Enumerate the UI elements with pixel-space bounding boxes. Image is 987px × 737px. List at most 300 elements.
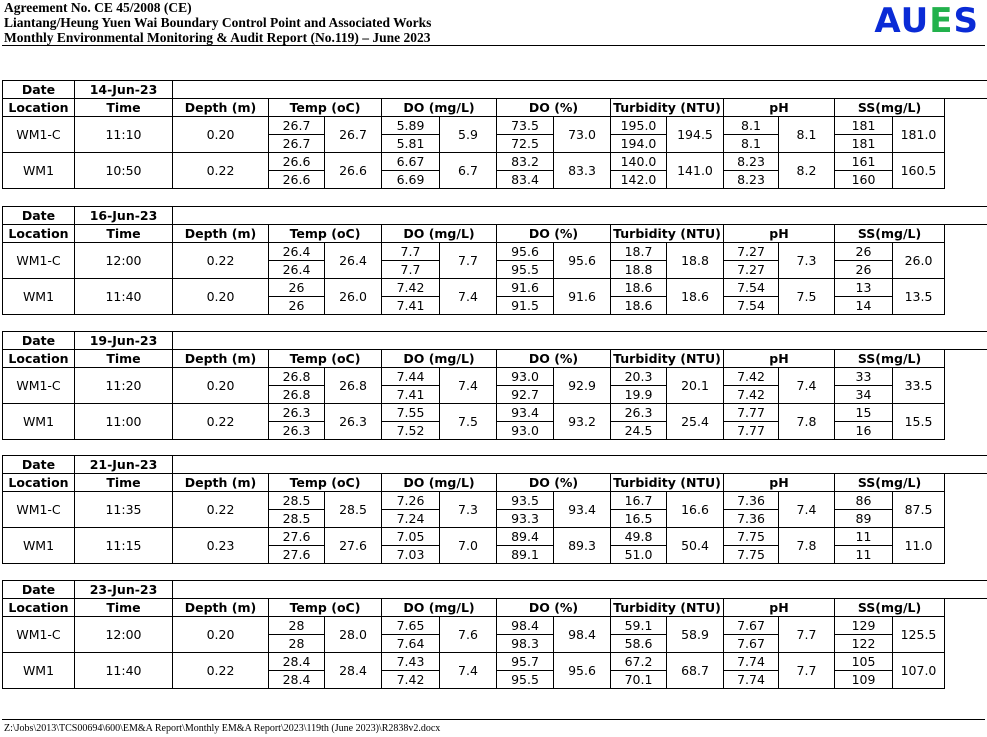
do-mg-reading: 7.43: [382, 653, 440, 671]
col-location: Location: [3, 350, 75, 368]
do-pct-reading: 98.3: [497, 635, 554, 653]
temp-reading: 26.7: [269, 117, 325, 135]
col-depth: Depth (m): [173, 99, 269, 117]
do-mg-reading: 7.65: [382, 617, 440, 635]
ph-reading: 7.75: [724, 528, 779, 546]
temp-reading: 28.5: [269, 510, 325, 528]
col-ss: SS(mg/L): [835, 225, 945, 243]
location-cell: WM1-C: [3, 492, 75, 528]
temp-reading: 28.4: [269, 671, 325, 689]
col-ss: SS(mg/L): [835, 350, 945, 368]
ph-average: 7.5: [779, 279, 835, 315]
table-row: [3, 368, 987, 386]
temp-reading: 26.6: [269, 171, 325, 189]
do-mg-average: 7.7: [440, 243, 497, 279]
day-table: [2, 80, 987, 189]
do-pct-reading: 95.6: [497, 243, 554, 261]
table-row: [3, 117, 987, 135]
turbidity-average: 20.1: [667, 368, 724, 404]
ss-reading: 13: [835, 279, 893, 297]
do-mg-reading: 6.67: [382, 153, 440, 171]
col-location: Location: [3, 99, 75, 117]
row-filler: [945, 153, 987, 189]
row-filler: [945, 492, 987, 528]
date-row-filler: [173, 456, 987, 474]
row-filler: [945, 243, 987, 279]
temp-reading: 26: [269, 279, 325, 297]
ph-reading: 7.54: [724, 297, 779, 315]
ss-average: 107.0: [893, 653, 945, 689]
ph-reading: 7.77: [724, 404, 779, 422]
location-cell: WM1: [3, 279, 75, 315]
ss-reading: 109: [835, 671, 893, 689]
ss-average: 160.5: [893, 153, 945, 189]
do-mg-average: 7.3: [440, 492, 497, 528]
col-ph: pH: [724, 350, 835, 368]
time-cell: 11:40: [75, 279, 173, 315]
do-mg-reading: 7.7: [382, 243, 440, 261]
turbidity-reading: 70.1: [611, 671, 667, 689]
ph-reading: 7.67: [724, 635, 779, 653]
do-mg-reading: 6.69: [382, 171, 440, 189]
time-cell: 10:50: [75, 153, 173, 189]
location-cell: WM1-C: [3, 617, 75, 653]
do-pct-reading: 93.0: [497, 422, 554, 440]
do-pct-reading: 91.5: [497, 297, 554, 315]
row-filler: [945, 117, 987, 153]
turbidity-average: 16.6: [667, 492, 724, 528]
project-line: Liantang/Heung Yuen Wai Boundary Control Point and Associated Works: [4, 15, 432, 30]
do-pct-reading: 92.7: [497, 386, 554, 404]
location-cell: WM1: [3, 528, 75, 564]
date-row-filler: [173, 581, 987, 599]
date-label: Date: [3, 207, 75, 225]
depth-cell: 0.20: [173, 617, 269, 653]
ss-reading: 14: [835, 297, 893, 315]
temp-reading: 28: [269, 617, 325, 635]
col-do-mg: DO (mg/L): [382, 599, 497, 617]
temp-reading: 26.6: [269, 153, 325, 171]
row-filler: [945, 653, 987, 689]
ph-average: 7.8: [779, 528, 835, 564]
date-row-filler: [173, 81, 987, 99]
col-time: Time: [75, 350, 173, 368]
col-do-mg: DO (mg/L): [382, 350, 497, 368]
day-table: [2, 206, 987, 315]
temp-reading: 26.3: [269, 422, 325, 440]
temp-reading: 28: [269, 635, 325, 653]
temp-average: 26.0: [325, 279, 382, 315]
col-temp: Temp (oC): [269, 474, 382, 492]
logo-e: E: [929, 1, 954, 41]
table-row: [3, 528, 987, 546]
col-ph: pH: [724, 225, 835, 243]
ss-reading: 33: [835, 368, 893, 386]
col-depth: Depth (m): [173, 474, 269, 492]
temp-reading: 26.7: [269, 135, 325, 153]
do-mg-reading: 7.52: [382, 422, 440, 440]
turbidity-average: 18.8: [667, 243, 724, 279]
agreement-line: Agreement No. CE 45/2008 (CE): [4, 0, 192, 15]
ph-reading: 7.54: [724, 279, 779, 297]
col-temp: Temp (oC): [269, 599, 382, 617]
do-mg-average: 6.7: [440, 153, 497, 189]
ss-average: 87.5: [893, 492, 945, 528]
row-filler: [945, 528, 987, 564]
temp-reading: 26.8: [269, 368, 325, 386]
date-label: Date: [3, 456, 75, 474]
col-do-pct: DO (%): [497, 350, 611, 368]
date-value: 19-Jun-23: [75, 332, 173, 350]
turbidity-reading: 19.9: [611, 386, 667, 404]
header-filler: [945, 225, 987, 243]
time-cell: 11:15: [75, 528, 173, 564]
ph-reading: 8.23: [724, 153, 779, 171]
do-mg-reading: 7.42: [382, 671, 440, 689]
header-rule: [2, 45, 985, 46]
aues-logo: [874, 2, 979, 40]
file-path-footer: Z:\Jobs\2013\TCS00694\600\EM&A Report\Monthly EM&A Report\2023\119th (June 2023)\R2838v2.docx: [4, 723, 441, 734]
do-mg-reading: 7.41: [382, 386, 440, 404]
temp-reading: 26.8: [269, 386, 325, 404]
row-filler: [945, 404, 987, 440]
location-cell: WM1: [3, 404, 75, 440]
report-header: [4, 0, 431, 45]
col-location: Location: [3, 474, 75, 492]
ss-reading: 15: [835, 404, 893, 422]
do-mg-reading: 7.7: [382, 261, 440, 279]
turbidity-reading: 58.6: [611, 635, 667, 653]
turbidity-average: 25.4: [667, 404, 724, 440]
do-pct-average: 93.2: [554, 404, 611, 440]
turbidity-reading: 20.3: [611, 368, 667, 386]
ss-reading: 26: [835, 243, 893, 261]
col-do-mg: DO (mg/L): [382, 99, 497, 117]
temp-average: 26.8: [325, 368, 382, 404]
row-filler: [945, 617, 987, 653]
turbidity-reading: 67.2: [611, 653, 667, 671]
ph-reading: 7.67: [724, 617, 779, 635]
report-title-line: Monthly Environmental Monitoring & Audit Report (No.119) – June 2023: [4, 30, 431, 45]
col-location: Location: [3, 599, 75, 617]
row-filler: [945, 279, 987, 315]
do-pct-average: 91.6: [554, 279, 611, 315]
col-temp: Temp (oC): [269, 225, 382, 243]
ph-reading: 8.23: [724, 171, 779, 189]
table-row: [3, 617, 987, 635]
ph-reading: 7.27: [724, 261, 779, 279]
do-pct-reading: 98.4: [497, 617, 554, 635]
col-turbidity: Turbidity (NTU): [611, 599, 724, 617]
turbidity-reading: 142.0: [611, 171, 667, 189]
do-pct-average: 95.6: [554, 243, 611, 279]
do-mg-average: 5.9: [440, 117, 497, 153]
do-pct-reading: 93.4: [497, 404, 554, 422]
do-mg-reading: 7.24: [382, 510, 440, 528]
location-cell: WM1-C: [3, 117, 75, 153]
table-row: [3, 279, 987, 297]
header-filler: [945, 599, 987, 617]
temp-average: 27.6: [325, 528, 382, 564]
date-label: Date: [3, 81, 75, 99]
temp-average: 28.0: [325, 617, 382, 653]
do-pct-reading: 93.3: [497, 510, 554, 528]
turbidity-reading: 26.3: [611, 404, 667, 422]
col-ss: SS(mg/L): [835, 599, 945, 617]
do-mg-reading: 7.44: [382, 368, 440, 386]
ss-average: 15.5: [893, 404, 945, 440]
col-ph: pH: [724, 599, 835, 617]
turbidity-average: 58.9: [667, 617, 724, 653]
ss-reading: 161: [835, 153, 893, 171]
turbidity-reading: 140.0: [611, 153, 667, 171]
ph-reading: 8.1: [724, 135, 779, 153]
col-time: Time: [75, 599, 173, 617]
date-value: 16-Jun-23: [75, 207, 173, 225]
ss-reading: 129: [835, 617, 893, 635]
ss-reading: 105: [835, 653, 893, 671]
ss-average: 181.0: [893, 117, 945, 153]
ph-average: 7.7: [779, 653, 835, 689]
ph-reading: 7.27: [724, 243, 779, 261]
col-turbidity: Turbidity (NTU): [611, 99, 724, 117]
header-filler: [945, 474, 987, 492]
location-cell: WM1-C: [3, 368, 75, 404]
footer-rule: [2, 719, 985, 720]
ss-average: 33.5: [893, 368, 945, 404]
ph-reading: 7.74: [724, 671, 779, 689]
temp-average: 26.3: [325, 404, 382, 440]
do-pct-reading: 93.5: [497, 492, 554, 510]
ss-reading: 89: [835, 510, 893, 528]
col-ss: SS(mg/L): [835, 99, 945, 117]
ph-average: 7.8: [779, 404, 835, 440]
ss-average: 125.5: [893, 617, 945, 653]
depth-cell: 0.22: [173, 492, 269, 528]
turbidity-average: 68.7: [667, 653, 724, 689]
do-mg-reading: 7.55: [382, 404, 440, 422]
temp-reading: 27.6: [269, 528, 325, 546]
turbidity-reading: 18.8: [611, 261, 667, 279]
date-label: Date: [3, 581, 75, 599]
do-pct-reading: 93.0: [497, 368, 554, 386]
depth-cell: 0.22: [173, 404, 269, 440]
do-mg-reading: 7.05: [382, 528, 440, 546]
row-filler: [945, 368, 987, 404]
ss-reading: 26: [835, 261, 893, 279]
header-filler: [945, 99, 987, 117]
temp-reading: 26: [269, 297, 325, 315]
do-mg-reading: 7.41: [382, 297, 440, 315]
do-mg-average: 7.0: [440, 528, 497, 564]
col-ss: SS(mg/L): [835, 474, 945, 492]
time-cell: 12:00: [75, 617, 173, 653]
ss-reading: 181: [835, 135, 893, 153]
ph-average: 7.4: [779, 492, 835, 528]
do-pct-average: 98.4: [554, 617, 611, 653]
date-row-filler: [173, 207, 987, 225]
turbidity-reading: 18.6: [611, 279, 667, 297]
col-temp: Temp (oC): [269, 99, 382, 117]
do-mg-average: 7.6: [440, 617, 497, 653]
col-time: Time: [75, 474, 173, 492]
do-pct-reading: 83.4: [497, 171, 554, 189]
time-cell: 11:35: [75, 492, 173, 528]
do-mg-reading: 7.03: [382, 546, 440, 564]
ph-average: 7.4: [779, 368, 835, 404]
ss-reading: 11: [835, 528, 893, 546]
time-cell: 11:20: [75, 368, 173, 404]
col-do-pct: DO (%): [497, 599, 611, 617]
depth-cell: 0.22: [173, 153, 269, 189]
turbidity-average: 50.4: [667, 528, 724, 564]
day-table: [2, 455, 987, 564]
depth-cell: 0.22: [173, 243, 269, 279]
location-cell: WM1: [3, 153, 75, 189]
ph-average: 7.3: [779, 243, 835, 279]
do-pct-average: 95.6: [554, 653, 611, 689]
table-row: [3, 492, 987, 510]
do-pct-reading: 83.2: [497, 153, 554, 171]
turbidity-average: 141.0: [667, 153, 724, 189]
do-pct-reading: 89.1: [497, 546, 554, 564]
time-cell: 12:00: [75, 243, 173, 279]
temp-average: 26.7: [325, 117, 382, 153]
col-depth: Depth (m): [173, 599, 269, 617]
turbidity-average: 194.5: [667, 117, 724, 153]
temp-average: 26.6: [325, 153, 382, 189]
temp-average: 26.4: [325, 243, 382, 279]
do-mg-reading: 7.26: [382, 492, 440, 510]
temp-average: 28.4: [325, 653, 382, 689]
do-mg-reading: 5.89: [382, 117, 440, 135]
do-mg-average: 7.5: [440, 404, 497, 440]
do-pct-average: 92.9: [554, 368, 611, 404]
turbidity-reading: 49.8: [611, 528, 667, 546]
turbidity-reading: 51.0: [611, 546, 667, 564]
turbidity-reading: 24.5: [611, 422, 667, 440]
day-table: [2, 331, 987, 440]
do-pct-reading: 73.5: [497, 117, 554, 135]
time-cell: 11:40: [75, 653, 173, 689]
turbidity-reading: 194.0: [611, 135, 667, 153]
col-do-pct: DO (%): [497, 99, 611, 117]
temp-reading: 26.4: [269, 243, 325, 261]
do-pct-average: 73.0: [554, 117, 611, 153]
col-do-pct: DO (%): [497, 474, 611, 492]
depth-cell: 0.20: [173, 279, 269, 315]
ph-reading: 7.42: [724, 386, 779, 404]
col-do-mg: DO (mg/L): [382, 474, 497, 492]
turbidity-reading: 16.5: [611, 510, 667, 528]
temp-reading: 27.6: [269, 546, 325, 564]
time-cell: 11:10: [75, 117, 173, 153]
ss-average: 26.0: [893, 243, 945, 279]
logo-s: S: [953, 1, 979, 41]
do-pct-reading: 95.7: [497, 653, 554, 671]
table-row: [3, 153, 987, 171]
temp-reading: 28.4: [269, 653, 325, 671]
ss-reading: 11: [835, 546, 893, 564]
do-pct-average: 83.3: [554, 153, 611, 189]
do-mg-average: 7.4: [440, 368, 497, 404]
ph-reading: 7.75: [724, 546, 779, 564]
time-cell: 11:00: [75, 404, 173, 440]
ss-reading: 181: [835, 117, 893, 135]
ph-reading: 7.36: [724, 492, 779, 510]
ss-reading: 160: [835, 171, 893, 189]
turbidity-average: 18.6: [667, 279, 724, 315]
logo-au: AU: [874, 1, 930, 41]
ss-reading: 16: [835, 422, 893, 440]
ph-reading: 7.36: [724, 510, 779, 528]
turbidity-reading: 59.1: [611, 617, 667, 635]
do-pct-average: 93.4: [554, 492, 611, 528]
turbidity-reading: 16.7: [611, 492, 667, 510]
ss-reading: 122: [835, 635, 893, 653]
do-pct-reading: 95.5: [497, 261, 554, 279]
ph-average: 7.7: [779, 617, 835, 653]
turbidity-reading: 18.7: [611, 243, 667, 261]
col-ph: pH: [724, 474, 835, 492]
date-value: 21-Jun-23: [75, 456, 173, 474]
do-pct-average: 89.3: [554, 528, 611, 564]
temp-reading: 26.4: [269, 261, 325, 279]
col-turbidity: Turbidity (NTU): [611, 350, 724, 368]
turbidity-reading: 195.0: [611, 117, 667, 135]
ph-reading: 7.42: [724, 368, 779, 386]
ss-average: 11.0: [893, 528, 945, 564]
table-row: [3, 404, 987, 422]
col-turbidity: Turbidity (NTU): [611, 225, 724, 243]
ss-reading: 34: [835, 386, 893, 404]
col-time: Time: [75, 99, 173, 117]
depth-cell: 0.20: [173, 368, 269, 404]
ph-reading: 7.77: [724, 422, 779, 440]
temp-average: 28.5: [325, 492, 382, 528]
col-do-mg: DO (mg/L): [382, 225, 497, 243]
date-label: Date: [3, 332, 75, 350]
depth-cell: 0.20: [173, 117, 269, 153]
depth-cell: 0.22: [173, 653, 269, 689]
do-mg-reading: 7.64: [382, 635, 440, 653]
do-pct-reading: 72.5: [497, 135, 554, 153]
ph-average: 8.2: [779, 153, 835, 189]
col-location: Location: [3, 225, 75, 243]
table-row: [3, 653, 987, 671]
col-depth: Depth (m): [173, 350, 269, 368]
ph-reading: 8.1: [724, 117, 779, 135]
date-value: 14-Jun-23: [75, 81, 173, 99]
date-row-filler: [173, 332, 987, 350]
do-mg-reading: 5.81: [382, 135, 440, 153]
header-filler: [945, 350, 987, 368]
day-table: [2, 580, 987, 689]
col-depth: Depth (m): [173, 225, 269, 243]
col-temp: Temp (oC): [269, 350, 382, 368]
ss-average: 13.5: [893, 279, 945, 315]
do-mg-average: 7.4: [440, 653, 497, 689]
do-mg-average: 7.4: [440, 279, 497, 315]
col-time: Time: [75, 225, 173, 243]
ph-average: 8.1: [779, 117, 835, 153]
do-pct-reading: 91.6: [497, 279, 554, 297]
do-mg-reading: 7.42: [382, 279, 440, 297]
do-pct-reading: 89.4: [497, 528, 554, 546]
temp-reading: 28.5: [269, 492, 325, 510]
col-do-pct: DO (%): [497, 225, 611, 243]
ph-reading: 7.74: [724, 653, 779, 671]
